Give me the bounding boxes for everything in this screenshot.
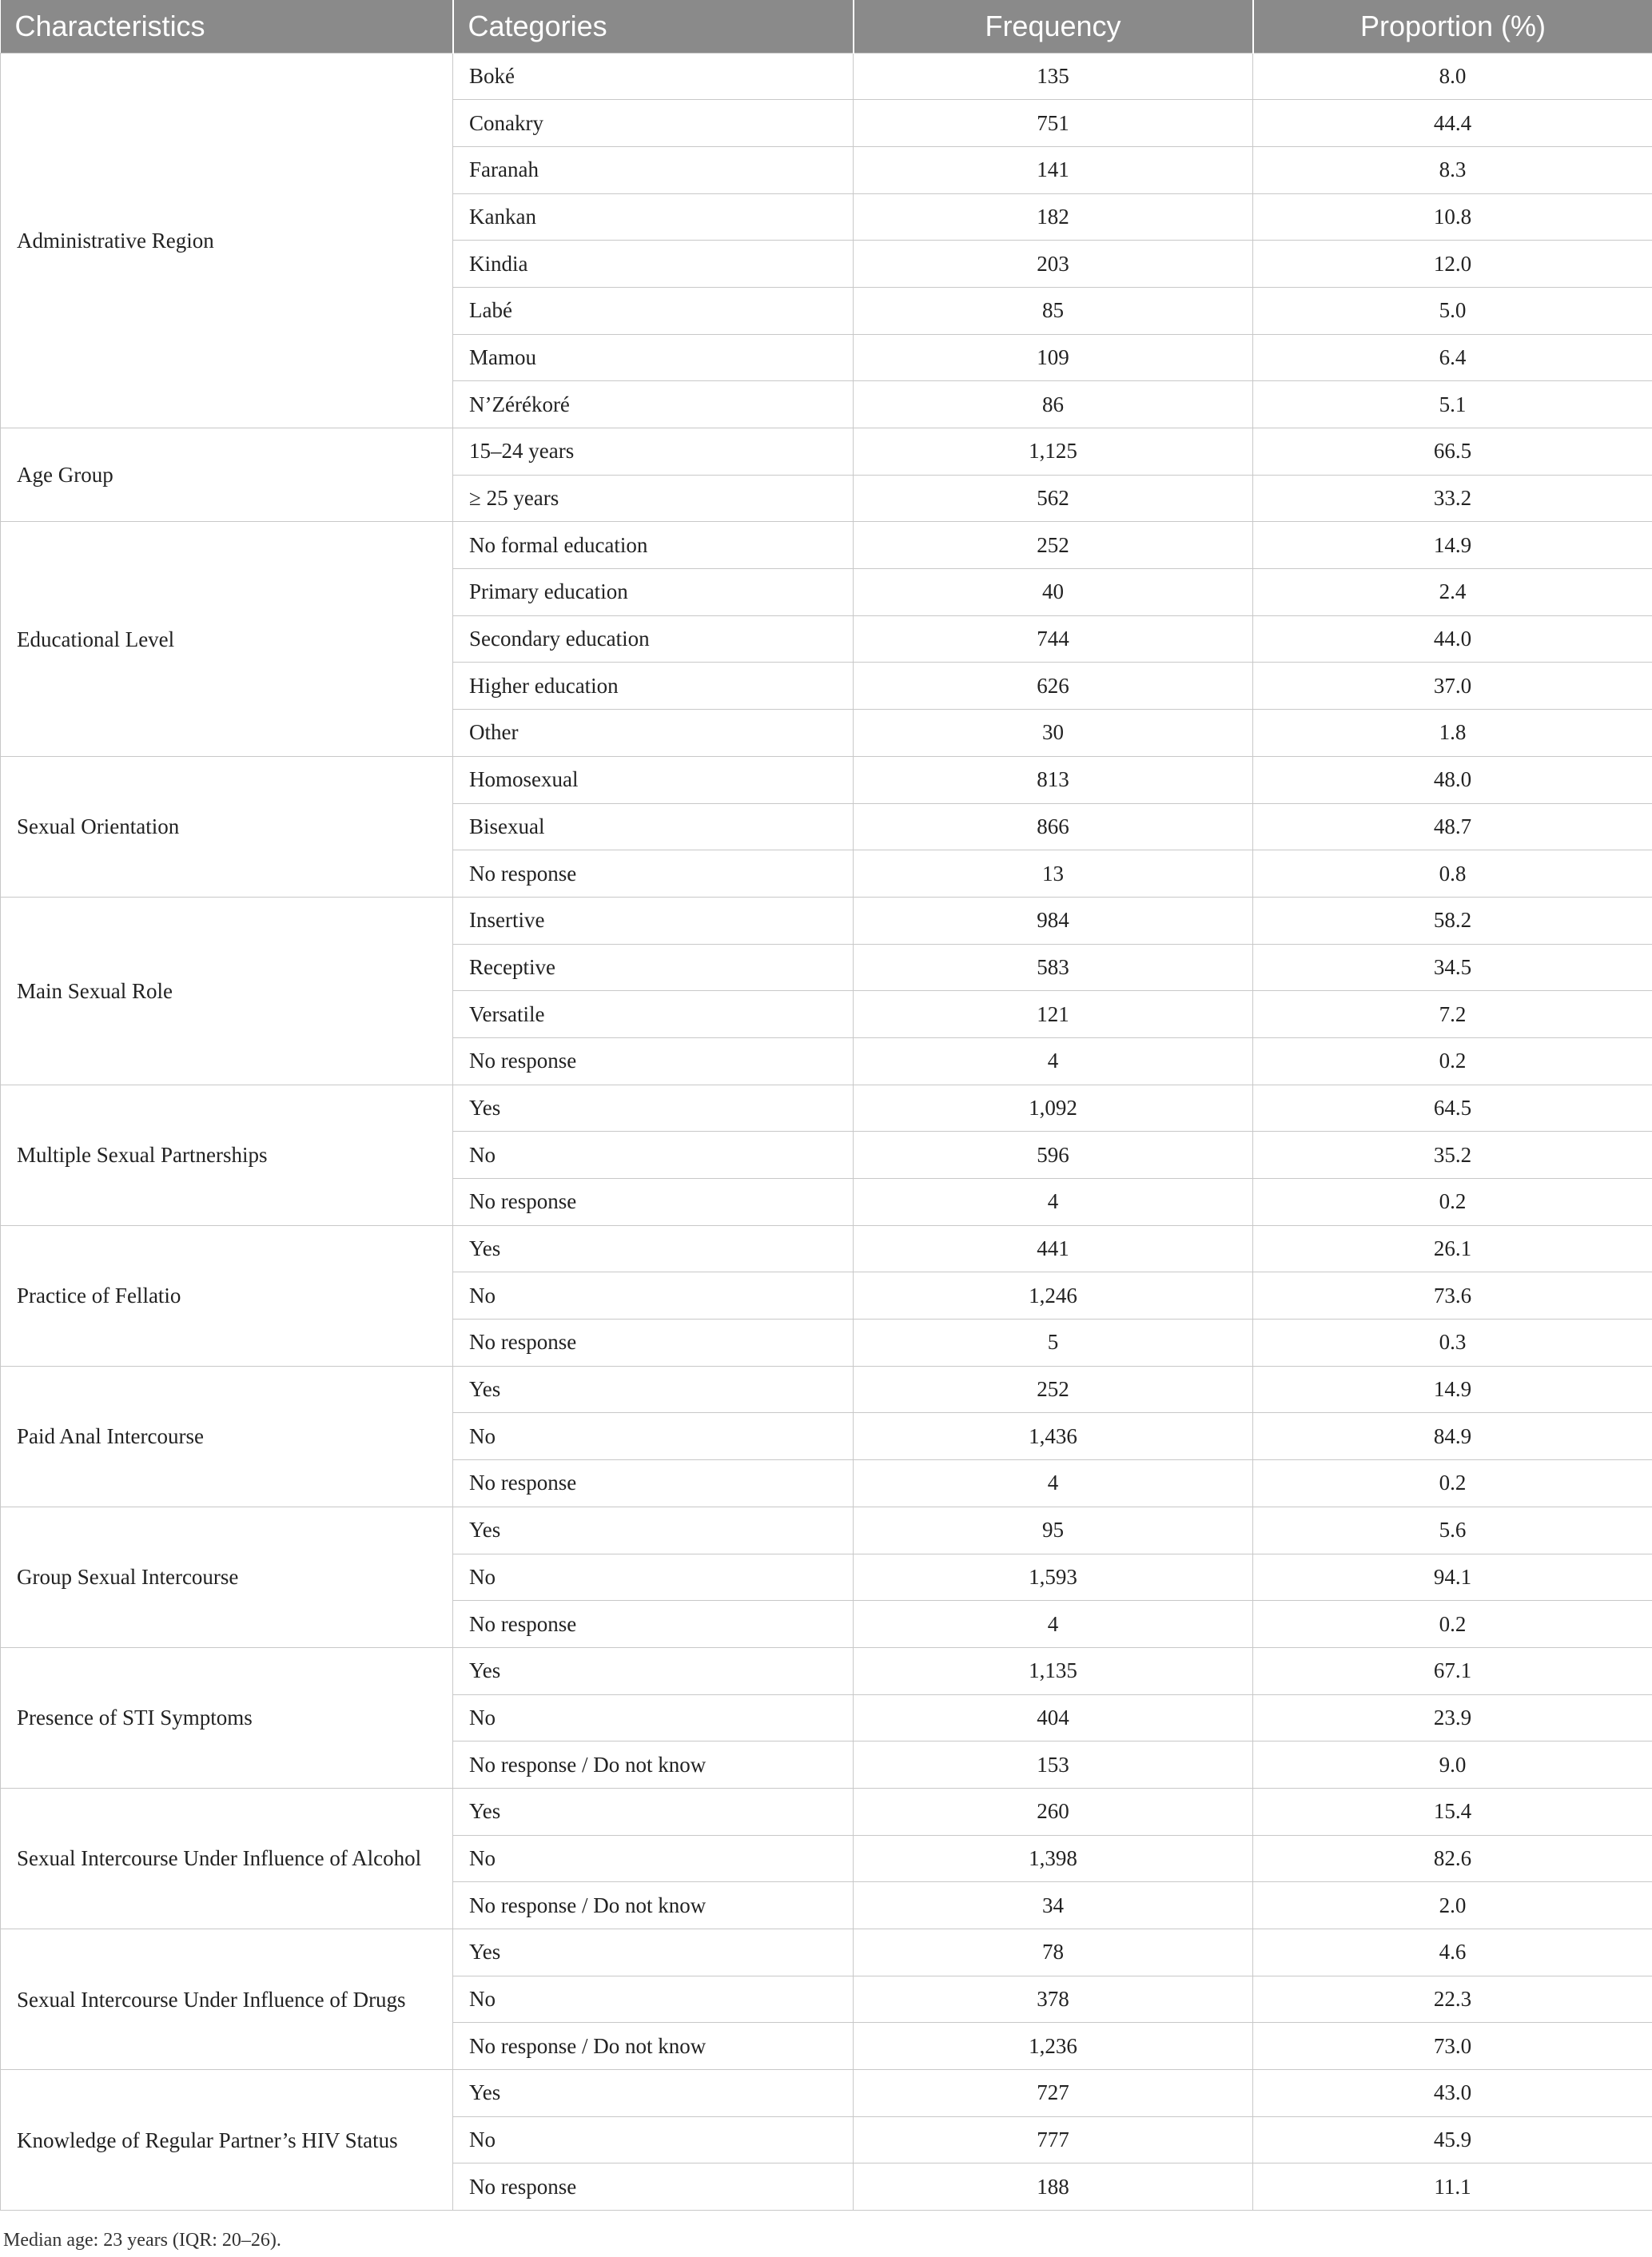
- frequency-cell: 95: [854, 1507, 1253, 1554]
- frequency-cell: 1,092: [854, 1085, 1253, 1132]
- frequency-cell: 182: [854, 193, 1253, 241]
- characteristic-label: Main Sexual Role: [1, 897, 453, 1085]
- frequency-cell: 13: [854, 850, 1253, 898]
- proportion-cell: 82.6: [1253, 1835, 1652, 1882]
- category-cell: Primary education: [453, 569, 854, 616]
- frequency-cell: 121: [854, 991, 1253, 1038]
- header-row: [1, 0, 1652, 53]
- frequency-cell: 1,436: [854, 1413, 1253, 1460]
- frequency-cell: 4: [854, 1179, 1253, 1226]
- proportion-cell: 7.2: [1253, 991, 1652, 1038]
- frequency-cell: 1,236: [854, 2023, 1253, 2070]
- table-row: [1, 1085, 1652, 1132]
- frequency-cell: 260: [854, 1788, 1253, 1835]
- proportion-cell: 43.0: [1253, 2070, 1652, 2117]
- frequency-cell: 744: [854, 615, 1253, 663]
- frequency-cell: 252: [854, 1366, 1253, 1413]
- characteristic-label: Educational Level: [1, 522, 453, 756]
- category-cell: N’Zérékoré: [453, 381, 854, 428]
- proportion-cell: 44.4: [1253, 100, 1652, 147]
- table-row: [1, 1225, 1652, 1272]
- category-cell: No: [453, 1554, 854, 1601]
- characteristic-label: Administrative Region: [1, 53, 453, 428]
- header-proportion: Proportion (%): [1253, 0, 1652, 53]
- proportion-cell: 45.9: [1253, 2116, 1652, 2163]
- category-cell: Yes: [453, 1929, 854, 1976]
- category-cell: Yes: [453, 2070, 854, 2117]
- proportion-cell: 4.6: [1253, 1929, 1652, 1976]
- frequency-cell: 86: [854, 381, 1253, 428]
- proportion-cell: 0.2: [1253, 1179, 1652, 1226]
- table-row: [1, 1647, 1652, 1694]
- characteristic-label: Sexual Orientation: [1, 756, 453, 897]
- category-cell: No: [453, 1835, 854, 1882]
- proportion-cell: 84.9: [1253, 1413, 1652, 1460]
- category-cell: No: [453, 1132, 854, 1179]
- table-row: [1, 428, 1652, 476]
- proportion-cell: 34.5: [1253, 944, 1652, 991]
- frequency-cell: 4: [854, 1037, 1253, 1085]
- proportion-cell: 64.5: [1253, 1085, 1652, 1132]
- proportion-cell: 15.4: [1253, 1788, 1652, 1835]
- category-cell: Versatile: [453, 991, 854, 1038]
- frequency-cell: 85: [854, 287, 1253, 334]
- category-cell: Conakry: [453, 100, 854, 147]
- category-cell: Yes: [453, 1507, 854, 1554]
- proportion-cell: 2.0: [1253, 1882, 1652, 1929]
- proportion-cell: 73.6: [1253, 1272, 1652, 1320]
- frequency-cell: 252: [854, 522, 1253, 569]
- frequency-cell: 813: [854, 756, 1253, 803]
- proportion-cell: 0.8: [1253, 850, 1652, 898]
- proportion-cell: 48.0: [1253, 756, 1652, 803]
- category-cell: Mamou: [453, 334, 854, 381]
- proportion-cell: 67.1: [1253, 1647, 1652, 1694]
- table-row: [1, 1788, 1652, 1835]
- characteristic-label: Multiple Sexual Partnerships: [1, 1085, 453, 1225]
- proportion-cell: 73.0: [1253, 2023, 1652, 2070]
- category-cell: Other: [453, 710, 854, 757]
- category-cell: Receptive: [453, 944, 854, 991]
- category-cell: No: [453, 1413, 854, 1460]
- proportion-cell: 0.3: [1253, 1320, 1652, 1367]
- category-cell: No: [453, 2116, 854, 2163]
- category-cell: No response / Do not know: [453, 2023, 854, 2070]
- header-characteristics: Characteristics: [1, 0, 453, 53]
- category-cell: Yes: [453, 1788, 854, 1835]
- table-row: [1, 1366, 1652, 1413]
- proportion-cell: 6.4: [1253, 334, 1652, 381]
- frequency-cell: 404: [854, 1694, 1253, 1742]
- proportion-cell: 1.8: [1253, 710, 1652, 757]
- characteristic-label: Age Group: [1, 428, 453, 522]
- proportion-cell: 11.1: [1253, 2163, 1652, 2211]
- frequency-cell: 378: [854, 1976, 1253, 2023]
- frequency-cell: 4: [854, 1601, 1253, 1648]
- proportion-cell: 0.2: [1253, 1037, 1652, 1085]
- category-cell: No response: [453, 1601, 854, 1648]
- frequency-cell: 203: [854, 241, 1253, 288]
- category-cell: Yes: [453, 1225, 854, 1272]
- proportion-cell: 94.1: [1253, 1554, 1652, 1601]
- frequency-cell: 727: [854, 2070, 1253, 2117]
- table-footnote: Median age: 23 years (IQR: 20–26).: [3, 2230, 281, 2251]
- frequency-cell: 188: [854, 2163, 1253, 2211]
- category-cell: Bisexual: [453, 803, 854, 850]
- characteristic-label: Sexual Intercourse Under Influence of Drugs: [1, 1929, 453, 2070]
- category-cell: Labé: [453, 287, 854, 334]
- proportion-cell: 35.2: [1253, 1132, 1652, 1179]
- category-cell: Higher education: [453, 663, 854, 710]
- table-row: [1, 522, 1652, 569]
- category-cell: No response: [453, 1037, 854, 1085]
- characteristic-label: Practice of Fellatio: [1, 1225, 453, 1366]
- proportion-cell: 8.3: [1253, 146, 1652, 193]
- frequency-cell: 1,246: [854, 1272, 1253, 1320]
- frequency-cell: 777: [854, 2116, 1253, 2163]
- frequency-cell: 141: [854, 146, 1253, 193]
- category-cell: No response: [453, 1179, 854, 1226]
- frequency-cell: 596: [854, 1132, 1253, 1179]
- category-cell: 15–24 years: [453, 428, 854, 476]
- frequency-cell: 109: [854, 334, 1253, 381]
- frequency-cell: 562: [854, 475, 1253, 522]
- proportion-cell: 14.9: [1253, 522, 1652, 569]
- frequency-cell: 1,398: [854, 1835, 1253, 1882]
- table-body: [1, 53, 1652, 2211]
- frequency-cell: 1,125: [854, 428, 1253, 476]
- category-cell: No: [453, 1694, 854, 1742]
- characteristic-label: Sexual Intercourse Under Influence of Alcohol: [1, 1788, 453, 1929]
- proportion-cell: 33.2: [1253, 475, 1652, 522]
- frequency-cell: 30: [854, 710, 1253, 757]
- category-cell: No response: [453, 1460, 854, 1507]
- table-row: [1, 756, 1652, 803]
- category-cell: Faranah: [453, 146, 854, 193]
- category-cell: No: [453, 1976, 854, 2023]
- category-cell: No response: [453, 1320, 854, 1367]
- frequency-cell: 78: [854, 1929, 1253, 1976]
- proportion-cell: 23.9: [1253, 1694, 1652, 1742]
- proportion-cell: 66.5: [1253, 428, 1652, 476]
- characteristic-label: Knowledge of Regular Partner’s HIV Status: [1, 2070, 453, 2211]
- frequency-cell: 626: [854, 663, 1253, 710]
- frequency-cell: 34: [854, 1882, 1253, 1929]
- frequency-cell: 441: [854, 1225, 1253, 1272]
- category-cell: Yes: [453, 1647, 854, 1694]
- proportion-cell: 22.3: [1253, 1976, 1652, 2023]
- proportion-cell: 58.2: [1253, 897, 1652, 944]
- category-cell: Yes: [453, 1085, 854, 1132]
- characteristic-label: Group Sexual Intercourse: [1, 1507, 453, 1647]
- proportion-cell: 2.4: [1253, 569, 1652, 616]
- category-cell: Yes: [453, 1366, 854, 1413]
- proportion-cell: 9.0: [1253, 1742, 1652, 1789]
- frequency-cell: 40: [854, 569, 1253, 616]
- frequency-cell: 984: [854, 897, 1253, 944]
- category-cell: Homosexual: [453, 756, 854, 803]
- frequency-cell: 1,135: [854, 1647, 1253, 1694]
- proportion-cell: 48.7: [1253, 803, 1652, 850]
- header-categories: Categories: [453, 0, 854, 53]
- proportion-cell: 44.0: [1253, 615, 1652, 663]
- proportion-cell: 12.0: [1253, 241, 1652, 288]
- frequency-cell: 866: [854, 803, 1253, 850]
- table-header: [1, 0, 1652, 53]
- proportion-cell: 14.9: [1253, 1366, 1652, 1413]
- characteristic-label: Paid Anal Intercourse: [1, 1366, 453, 1507]
- category-cell: Kankan: [453, 193, 854, 241]
- category-cell: No: [453, 1272, 854, 1320]
- table-row: [1, 1507, 1652, 1554]
- category-cell: Secondary education: [453, 615, 854, 663]
- table-row: [1, 897, 1652, 944]
- frequency-cell: 1,593: [854, 1554, 1253, 1601]
- category-cell: Boké: [453, 53, 854, 100]
- frequency-cell: 4: [854, 1460, 1253, 1507]
- frequency-cell: 135: [854, 53, 1253, 100]
- category-cell: No response: [453, 2163, 854, 2211]
- proportion-cell: 0.2: [1253, 1601, 1652, 1648]
- proportion-cell: 5.6: [1253, 1507, 1652, 1554]
- category-cell: No response / Do not know: [453, 1742, 854, 1789]
- frequency-cell: 751: [854, 100, 1253, 147]
- table-row: [1, 1929, 1652, 1976]
- characteristic-label: Presence of STI Symptoms: [1, 1647, 453, 1788]
- proportion-cell: 10.8: [1253, 193, 1652, 241]
- frequency-cell: 5: [854, 1320, 1253, 1367]
- proportion-cell: 5.0: [1253, 287, 1652, 334]
- category-cell: No response / Do not know: [453, 1882, 854, 1929]
- proportion-cell: 0.2: [1253, 1460, 1652, 1507]
- proportion-cell: 37.0: [1253, 663, 1652, 710]
- table-row: [1, 2070, 1652, 2117]
- table-row: [1, 53, 1652, 100]
- proportion-cell: 26.1: [1253, 1225, 1652, 1272]
- proportion-cell: 8.0: [1253, 53, 1652, 100]
- category-cell: ≥ 25 years: [453, 475, 854, 522]
- proportion-cell: 5.1: [1253, 381, 1652, 428]
- category-cell: Kindia: [453, 241, 854, 288]
- category-cell: Insertive: [453, 897, 854, 944]
- frequency-cell: 153: [854, 1742, 1253, 1789]
- category-cell: No response: [453, 850, 854, 898]
- category-cell: No formal education: [453, 522, 854, 569]
- header-frequency: Frequency: [854, 0, 1253, 53]
- frequency-cell: 583: [854, 944, 1253, 991]
